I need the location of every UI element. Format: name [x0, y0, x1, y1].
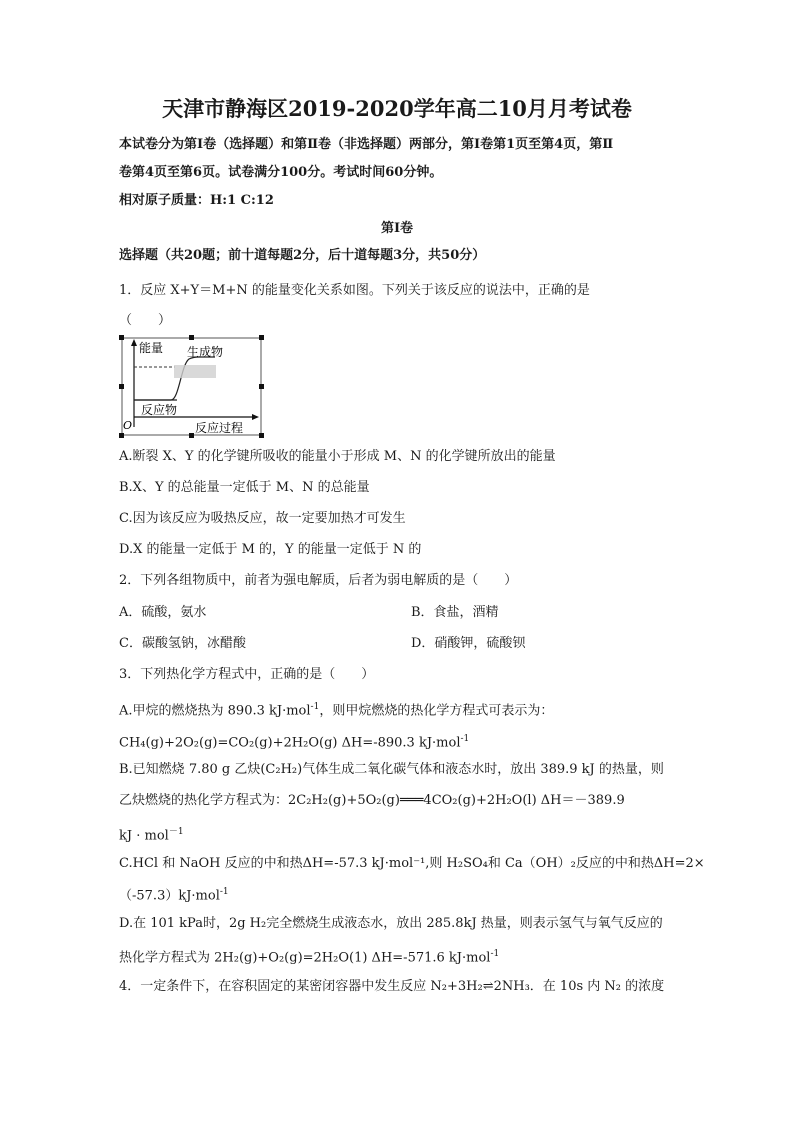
section-title: 第Ⅰ卷: [380, 221, 414, 236]
blurred-mark: [174, 365, 216, 378]
y-axis-label: 能量: [139, 341, 164, 355]
q2-option-a: A．硫酸，氨水: [119, 605, 207, 620]
page-title: 天津市静海区2019-2020学年高二10月月考试卷: [162, 96, 632, 121]
energy-diagram: [119, 335, 264, 438]
q3-option-b-line1: B.已知燃烧 7.80 g 乙炔(C₂H₂)气体生成二氧化碳气体和液态水时，放出 389.9 kJ 的热量，则: [119, 762, 664, 777]
q3-option-d-line2: 热化学方程式为 2H₂(g)+O₂(g)=2H₂O(1) ΔH=-571.6 kJ·mol$^{-1}$: [119, 949, 500, 966]
y-axis-arrow: [131, 339, 137, 346]
q3-option-b-line2: 乙炔燃烧的热化学方程式为：2C₂H₂(g)+5O₂(g)═══4CO₂(g)+2H₂O(l) ΔH＝－389.9: [119, 793, 625, 808]
q2-stem: 2．下列各组物质中，前者为强电解质，后者为弱电解质的是（ ）: [119, 573, 518, 588]
frame-handle: [259, 433, 264, 438]
q1-paren: （ ）: [119, 313, 172, 328]
q3-option-c-line1: C.HCl 和 NaOH 反应的中和热ΔH=-57.3 kJ·mol⁻¹,则 H₂SO₄和 Ca（OH）₂反应的中和热ΔH=2×: [119, 856, 705, 871]
q1-option-b: B.X、Y 的总能量一定低于 M、N 的总能量: [119, 480, 370, 495]
reactant-label: 反应物: [141, 403, 178, 417]
q3-option-a-line2: CH₄(g)+2O₂(g)=CO₂(g)+2H₂O(g) ΔH=-890.3 kJ·mol$^{-1}$: [119, 734, 470, 751]
q1-option-d: D.X 的能量一定低于 M 的，Y 的能量一定低于 N 的: [119, 542, 422, 557]
intro-line-3: 相对原子质量：H:1 C:12: [119, 193, 274, 208]
frame-handle: [119, 384, 124, 389]
q3-option-d-line1: D.在 101 kPa时，2g H₂完全燃烧生成液态水，放出 285.8kJ 热量，则表示氢气与氧气反应的: [119, 916, 663, 931]
frame-handle: [189, 433, 194, 438]
q3-stem: 3．下列热化学方程式中，正确的是（ ）: [119, 667, 375, 682]
q3-option-b-line3: kJ · mol$^{-1}$: [119, 827, 184, 844]
q3-option-c-line2: （-57.3）kJ·mol$^{-1}$: [119, 887, 229, 904]
section-note: 选择题（共20题；前十道每题2分，后十道每题3分，共50分）: [119, 248, 486, 263]
frame-handle: [259, 384, 264, 389]
q4-stem: 4．一定条件下，在容积固定的某密闭容器中发生反应 N₂+3H₂⇌2NH₃．在 10s 内 N₂ 的浓度: [119, 979, 665, 994]
product-label: 生成物: [187, 345, 224, 359]
q2-option-b: B．食盐，酒精: [411, 605, 499, 620]
q1-stem: 1．反应 X+Y＝M+N 的能量变化关系如图。下列关于该反应的说法中，正确的是: [119, 283, 590, 298]
x-axis-arrow: [252, 414, 259, 420]
frame-handle: [259, 335, 264, 340]
frame-handle: [119, 335, 124, 340]
intro-line-1: 本试卷分为第Ⅰ卷（选择题）和第Ⅱ卷（非选择题）两部分，第Ⅰ卷第1页至第4页，第Ⅱ: [119, 137, 614, 152]
frame-handle: [189, 335, 194, 340]
intro-line-2: 卷第4页至第6页。试卷满分100分。考试时间60分钟。: [119, 165, 443, 180]
q2-option-d: D．硝酸钾，硫酸钡: [411, 636, 526, 651]
x-axis-label: 反应过程: [195, 421, 244, 435]
q3-option-a-line1: A.甲烷的燃烧热为 890.3 kJ·mol$^{-1}$，则甲烷燃烧的热化学方程式可表示为：: [119, 702, 554, 719]
q1-option-c: C.因为该反应为吸热反应，故一定要加热才可发生: [119, 511, 406, 526]
q1-option-a: A.断裂 X、Y 的化学键所吸收的能量小于形成 M、N 的化学键所放出的能量: [119, 449, 556, 464]
frame-handle: [119, 433, 124, 438]
q2-option-c: C．碳酸氢钠，冰醋酸: [119, 636, 246, 651]
energy-curve: [134, 357, 215, 400]
origin-label: O: [123, 419, 133, 432]
